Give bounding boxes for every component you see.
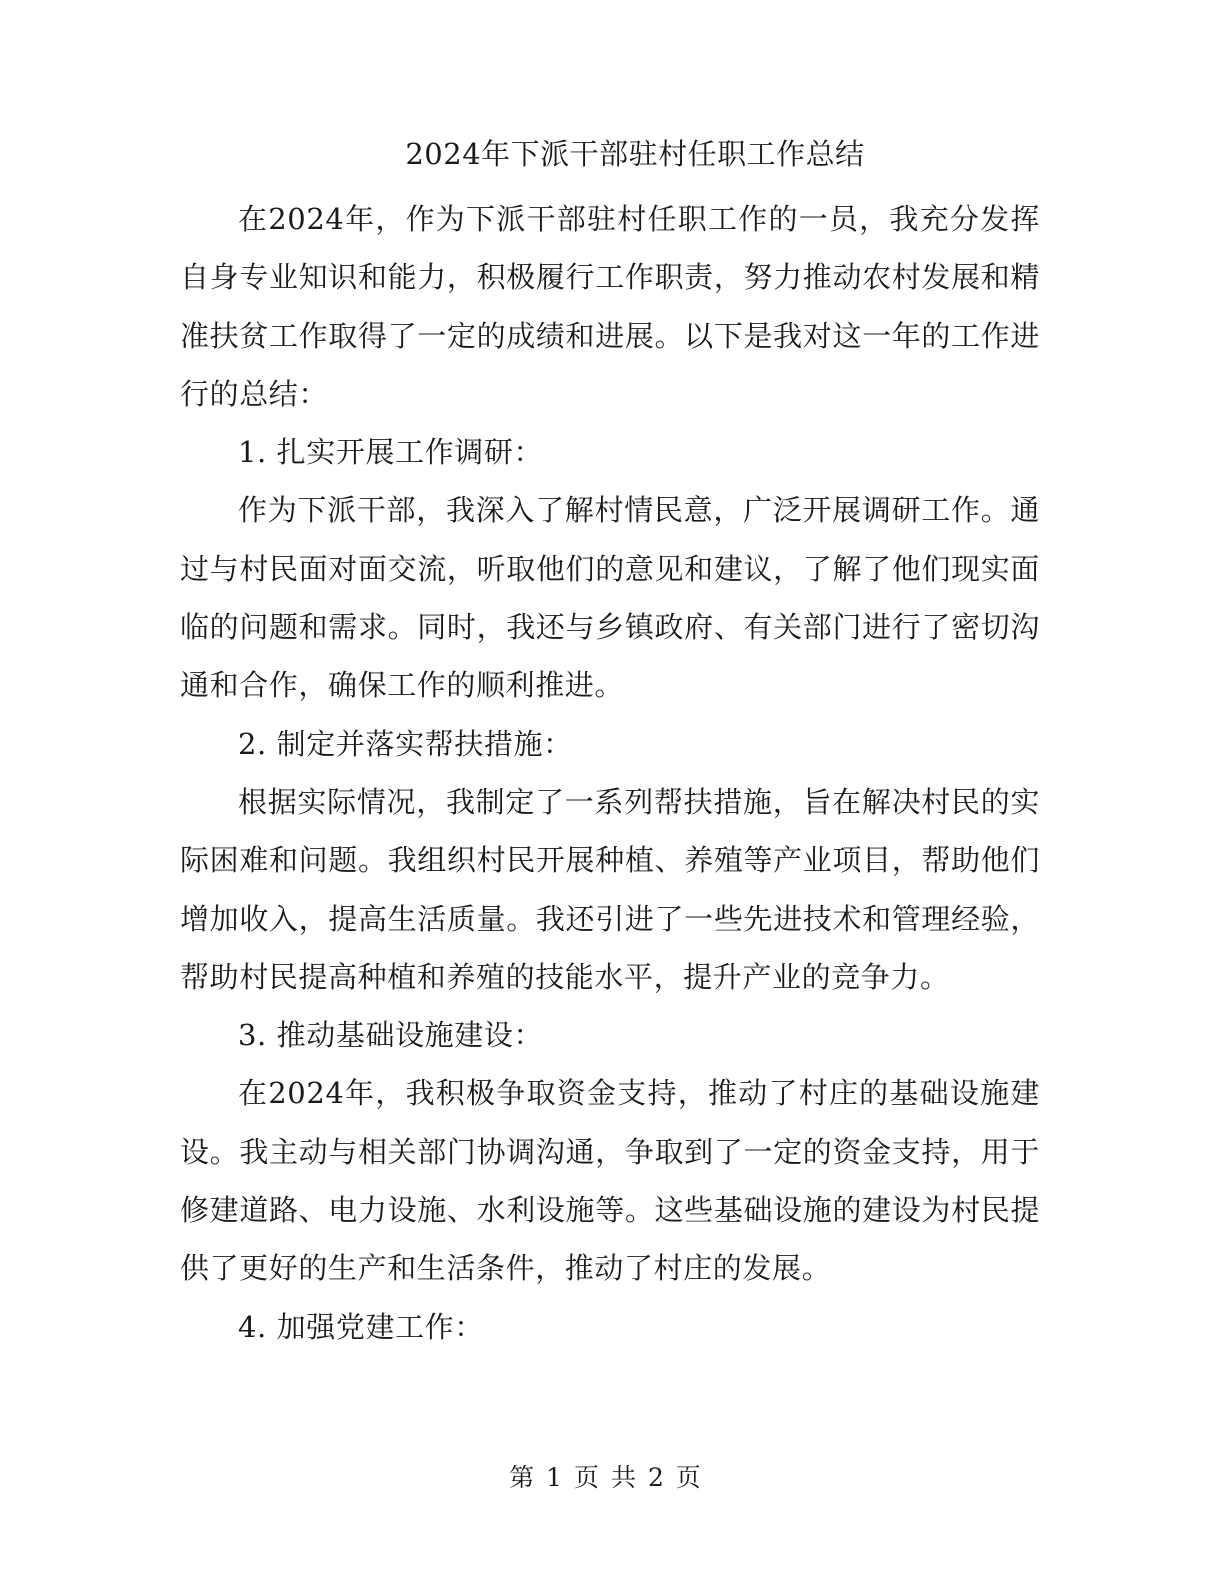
footer-page-unit: 页 [574, 1463, 600, 1492]
footer-total-pages: 2 [647, 1463, 664, 1492]
section-body-2: 根据实际情况，我制定了一系列帮扶措施，旨在解决村民的实际困难和问题。我组织村民开展种植、养殖等产业项目，帮助他们增加收入，提高生活质量。我还引进了一些先进技术和管理经验，帮助村民提高种植和养殖的技能水平，提升产业的竞争力。 [180, 784, 1040, 994]
section-heading-1: 1. 扎实开展工作调研： [238, 435, 544, 470]
document-title: 2024年下派干部驻村任职工作总结 [405, 137, 865, 171]
page-footer [0, 1458, 1210, 1498]
footer-total-prefix: 共 [610, 1463, 636, 1492]
document-body [180, 190, 1040, 1356]
footer-current-page: 1 [546, 1463, 563, 1492]
section-heading-4: 4. 加强党建工作： [238, 1309, 484, 1344]
footer-total-unit: 页 [675, 1463, 701, 1492]
section-heading-2: 2. 制定并落实帮扶措施： [238, 726, 573, 761]
intro-paragraph: 在2024年，作为下派干部驻村任职工作的一员，我充分发挥自身专业知识和能力，积极履行工作职责，努力推动农村发展和精准扶贫工作取得了一定的成绩和进展。以下是我对这一年的工作进行的总结： [180, 202, 1040, 411]
footer-prefix: 第 [509, 1463, 535, 1492]
section-body-3: 在2024年，我积极争取资金支持，推动了村庄的基础设施建设。我主动与相关部门协调沟通，争取到了一定的资金支持，用于修建道路、电力设施、水利设施等。这些基础设施的建设为村民提供了更好的生产和生活条件，推动了村庄的发展。 [180, 1076, 1040, 1286]
section-heading-3: 3. 推动基础设施建设： [238, 1018, 544, 1053]
section-body-1: 作为下派干部，我深入了解村情民意，广泛开展调研工作。通过与村民面对面交流，听取他们的意见和建议，了解了他们现实面临的问题和需求。同时，我还与乡镇政府、有关部门进行了密切沟通和合作，确保工作的顺利推进。 [180, 493, 1040, 703]
